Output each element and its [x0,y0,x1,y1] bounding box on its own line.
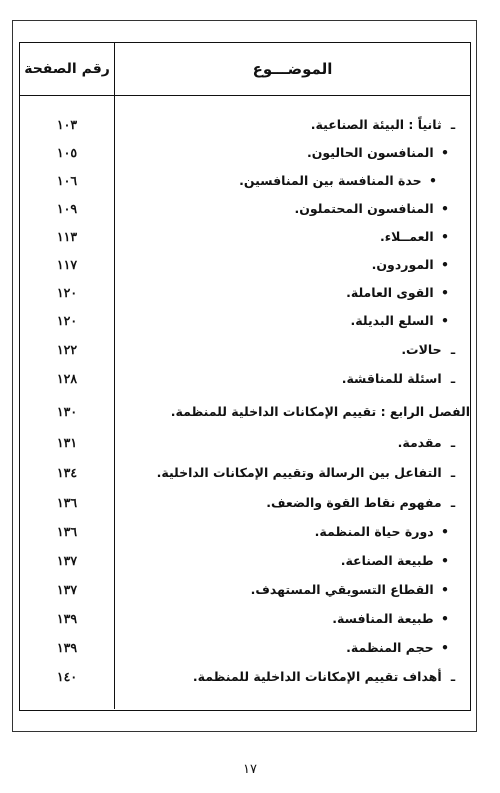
toc-entry: • القوى العاملة. [346,285,449,300]
toc-entry: • القطاع التسويقي المستهدف. [250,582,449,597]
page-ref: ١٢٨ [56,371,78,386]
toc-entry: • العمــلاء. [380,229,449,244]
page-ref: ١٣٠ [56,404,78,419]
page-ref: ١٣٦ [56,524,78,539]
page-ref: ١٤٠ [56,669,78,684]
page-ref: ١٢٠ [56,285,78,300]
toc-entry: ـ حالات. [401,342,456,357]
toc-entry: • دورة حياة المنظمة. [314,524,449,539]
subject-header: الموضـــوع [252,60,333,78]
toc-entry: • السلع البديلة. [350,313,449,328]
toc-entry: ـ أهداف تقييم الإمكانات الداخلية للمنظمة. [192,669,456,684]
toc-entry: • الموردون. [371,257,449,272]
page-ref: ١٠٦ [56,173,78,188]
table-body [20,96,470,709]
toc-entry: ـ مقدمة. [397,435,456,450]
toc-entry: • المنافسون الحاليون. [306,145,449,160]
page-ref: ١٠٣ [56,117,78,132]
page-ref: ١٠٥ [56,145,78,160]
page-ref: ١١٧ [56,257,78,272]
toc-entry: • حدة المنافسة بين المنافسين. [239,173,437,188]
page-number: ١٧ [243,762,257,777]
table-header [20,43,470,96]
page-ref: ١٠٩ [56,201,78,216]
page-ref: ١٣٧ [56,553,78,568]
page-ref: ١٣٧ [56,582,78,597]
toc-entry: ـ اسئلة للمناقشة. [341,371,456,386]
toc-entry: • حجم المنظمة. [346,640,449,655]
toc-entry: ـ ثانياً : البيئة الصناعية. [310,117,456,132]
page-ref: ١٣١ [56,435,78,450]
page-ref: ١٢٢ [56,342,78,357]
page-ref: ١٣٩ [56,640,78,655]
page-ref: ١٣٦ [56,495,78,510]
page-number-header: رقم الصفحة [20,43,115,95]
page-ref: ١٣٤ [56,465,78,480]
page-ref: ١١٣ [56,229,78,244]
toc-entry: ـ مفهوم نقاط القوة والضعف. [266,495,456,510]
toc-entry: • المنافسون المحتملون. [294,201,449,216]
page-ref: ١٢٠ [56,313,78,328]
subject-column [115,96,470,709]
page-ref: ١٣٩ [56,611,78,626]
toc-entry: • طبيعة المنافسة. [332,611,449,626]
contents-table [19,42,471,711]
chapter-entry: الفصل الرابع : تقييم الإمكانات الداخلية للمنظمة. [170,404,470,419]
page-number-column [20,96,115,709]
toc-entry: ـ التفاعل بين الرسالة وتقييم الإمكانات الداخلية. [156,465,456,480]
toc-entry: • طبيعة الصناعة. [340,553,449,568]
